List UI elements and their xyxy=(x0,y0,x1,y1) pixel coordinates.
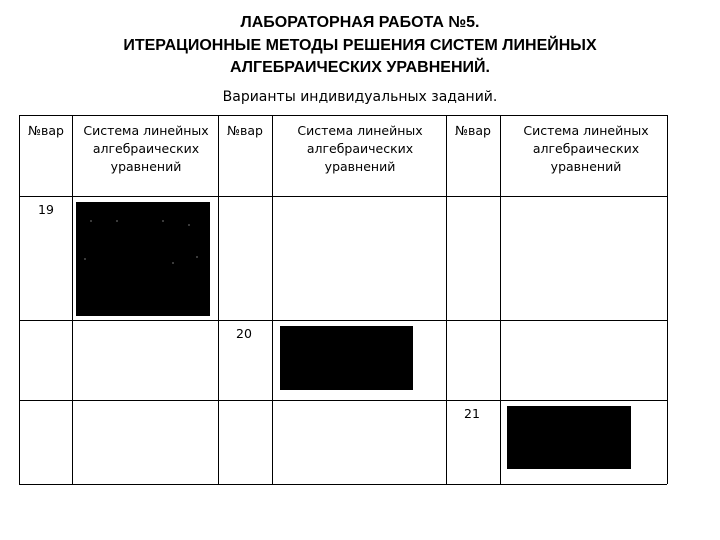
table-col-divider xyxy=(446,115,447,484)
table-border-bottom xyxy=(19,484,667,485)
variant-number: 21 xyxy=(464,406,480,421)
variant-number: 19 xyxy=(38,202,54,217)
table-row-divider xyxy=(19,320,667,321)
table-border-top xyxy=(19,115,667,116)
table-col-divider xyxy=(500,115,501,484)
doc-title-line-2: ИТЕРАЦИОННЫЕ МЕТОДЫ РЕШЕНИЯ СИСТЕМ ЛИНЕЙНЫХ xyxy=(123,37,597,54)
table-col-divider xyxy=(218,115,219,484)
table-col-divider xyxy=(272,115,273,484)
doc-title-line-3: АЛГЕБРАИЧЕСКИХ УРАВНЕНИЙ. xyxy=(230,59,490,76)
equation-system-image xyxy=(280,326,413,390)
table-row-divider xyxy=(19,196,667,197)
equation-system-image xyxy=(76,202,210,316)
equation-system-image xyxy=(507,406,631,469)
table-row-divider xyxy=(19,400,667,401)
header-equation-system: Система линейных алгебраических уравнений xyxy=(83,123,209,174)
table-border-right xyxy=(667,115,668,484)
doc-title-line-1: ЛАБОРАТОРНАЯ РАБОТА №5. xyxy=(240,14,480,31)
header-variant-number: №вар xyxy=(28,123,64,138)
header-variant-number: №вар xyxy=(227,123,263,138)
header-variant-number: №вар xyxy=(455,123,491,138)
doc-subtitle: Варианты индивидуальных заданий. xyxy=(222,89,498,105)
table-col-divider xyxy=(72,115,73,484)
variant-number: 20 xyxy=(236,326,252,341)
table-border-left xyxy=(19,115,20,484)
header-equation-system: Система линейных алгебраических уравнений xyxy=(523,123,649,174)
header-equation-system: Система линейных алгебраических уравнений xyxy=(297,123,423,174)
